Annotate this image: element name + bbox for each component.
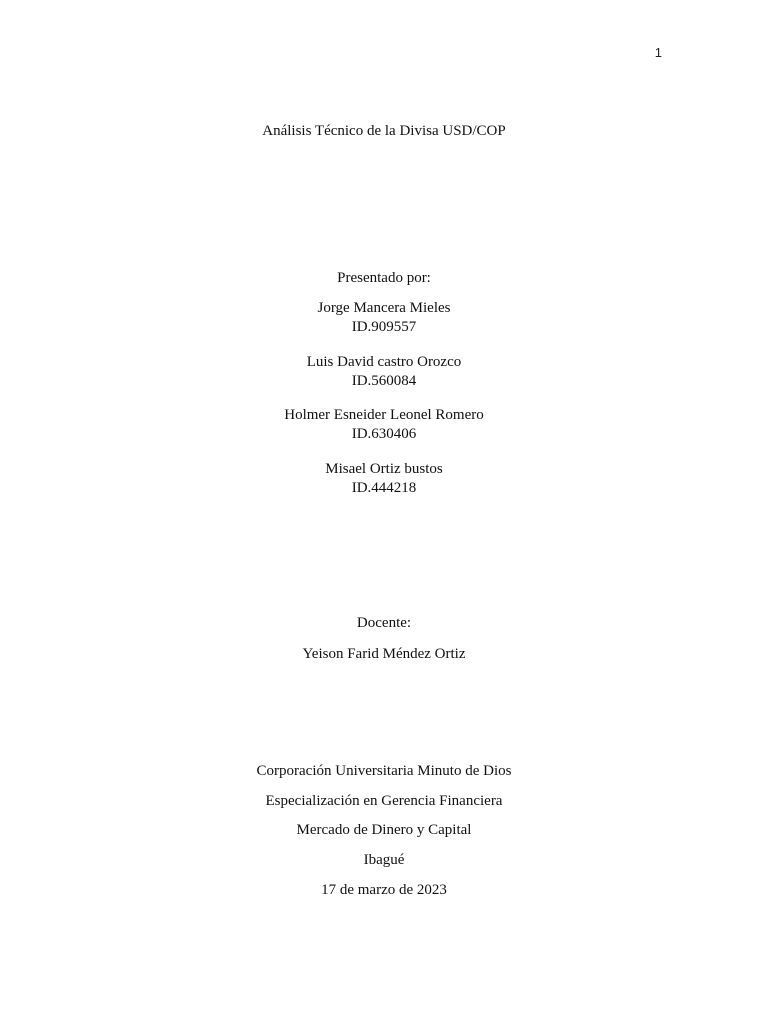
document-date: 17 de marzo de 2023 <box>321 882 447 898</box>
page-number: 1 <box>654 45 662 60</box>
author-name: Jorge Mancera Mieles <box>317 300 451 316</box>
city-name: Ibagué <box>363 852 405 868</box>
presented-by-label: Presentado por: <box>337 270 431 286</box>
author-id: ID.630406 <box>351 426 417 442</box>
program-name: Especialización en Gerencia Financiera <box>265 793 503 809</box>
institution-name: Corporación Universitaria Minuto de Dios <box>256 763 512 779</box>
course-name: Mercado de Dinero y Capital <box>296 822 472 838</box>
author-name: Misael Ortiz bustos <box>325 461 443 477</box>
author-name: Luis David castro Orozco <box>306 354 462 370</box>
author-id: ID.909557 <box>351 319 417 335</box>
author-name: Holmer Esneider Leonel Romero <box>284 407 484 423</box>
author-id: ID.560084 <box>351 373 417 389</box>
author-id: ID.444218 <box>351 480 417 496</box>
teacher-label: Docente: <box>356 615 412 631</box>
teacher-name: Yeison Farid Méndez Ortiz <box>302 646 466 662</box>
document-title: Análisis Técnico de la Divisa USD/COP <box>262 123 506 139</box>
